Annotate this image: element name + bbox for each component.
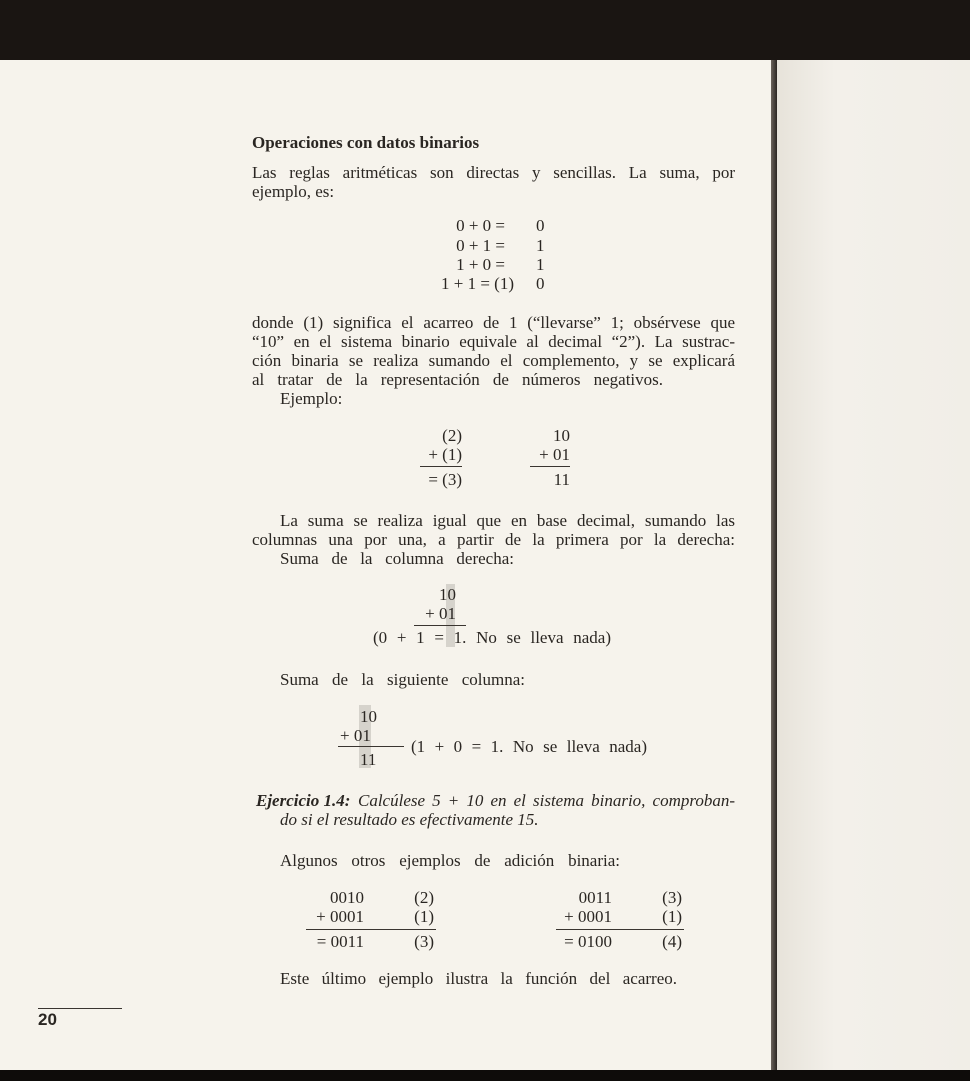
ex1-bin-1: 10 [553,426,570,445]
next-col-result: 11 [360,750,377,769]
exercise-label: Ejercicio 1.4: [256,791,351,810]
right-col-rule [414,625,466,626]
closing-sentence: Este último ejemplo ilustra la función del acarreo. [280,969,677,988]
right-col-result: (0 + 1 = 1. No se lleva nada) [373,628,611,647]
ex3-rule [556,929,684,930]
ex3-bin-2: + 0001 [564,907,612,926]
exercise-line-2: do si el resultado es efectivamente 15. [280,810,539,829]
para1-line-1: donde (1) significa el acarreo de 1 (“llevarse” 1; obsérvese que [252,313,735,332]
para1-line-3: ción binaria se realiza sumando el complemento, y se explicará [252,351,735,370]
ex1-dec-rule [420,466,462,467]
next-col-line-1: 10 [360,707,377,726]
ex2-bin-2: + 0001 [316,907,364,926]
next-col-note: (1 + 0 = 1. No se lleva nada) [411,737,647,756]
ex1-bin-rule [530,466,570,467]
rule-result-2: 1 [536,236,545,255]
next-col-label: Suma de la siguiente columna: [280,670,525,689]
para1-line-2: “10” en el sistema binario equivale al decimal “2”). La sustrac- [252,332,735,351]
ex2-dec-2: (1) [414,907,434,926]
ex2-dec-3: (3) [414,932,434,951]
adjacent-page [777,60,970,1070]
ex1-bin-2: + 01 [539,445,570,464]
next-col-rule [338,746,404,747]
ex1-dec-2: + (1) [428,445,462,464]
rule-result-3: 1 [536,255,545,274]
bottom-border [0,1070,970,1081]
page-number-rule [38,1008,122,1009]
rule-expr-2: 0 + 1 = [456,236,505,255]
right-col-line-1: 10 [439,585,456,604]
para2-line-1: La suma se realiza igual que en base decimal, sumando las [280,511,735,530]
rule-expr-4: 1 + 1 = (1) [441,274,514,293]
rule-result-4: 0 [536,274,545,293]
other-examples-label: Algunos otros ejemplos de adición binaria: [280,851,620,870]
section-heading: Operaciones con datos binarios [252,133,480,152]
ex3-dec-3: (4) [662,932,682,951]
ejemplo-label: Ejemplo: [280,389,343,408]
intro-line-1: Las reglas aritméticas son directas y sencillas. La suma, por [252,163,735,182]
ex3-bin-1: 0011 [578,888,612,907]
para1-line-4: al tratar de la representación de números negativos. [252,370,663,389]
ex2-rule [306,929,436,930]
next-col-line-2: + 01 [340,726,371,745]
ex2-bin-3: = 0011 [316,932,364,951]
ex1-dec-1: (2) [442,426,462,445]
ex2-bin-1: 0010 [330,888,364,907]
exercise-line-1: Calcúlese 5 + 10 en el sistema binario, comproban- [358,791,735,810]
ex1-dec-3: = (3) [428,470,462,489]
ex3-bin-3: = 0100 [564,932,612,951]
rule-result-1: 0 [536,216,545,235]
rule-expr-3: 1 + 0 = [456,255,505,274]
ex3-dec-1: (3) [662,888,682,907]
ex1-bin-3: 11 [553,470,570,489]
ex2-dec-1: (2) [414,888,434,907]
rule-expr-1: 0 + 0 = [456,216,505,235]
intro-line-2: ejemplo, es: [252,182,335,201]
ex3-dec-2: (1) [662,907,682,926]
page-number: 20 [38,1010,57,1029]
right-col-label: Suma de la columna derecha: [280,549,514,568]
para2-line-2: columnas una por una, a partir de la primera por la derecha: [252,530,735,549]
right-col-line-2: + 01 [425,604,456,623]
